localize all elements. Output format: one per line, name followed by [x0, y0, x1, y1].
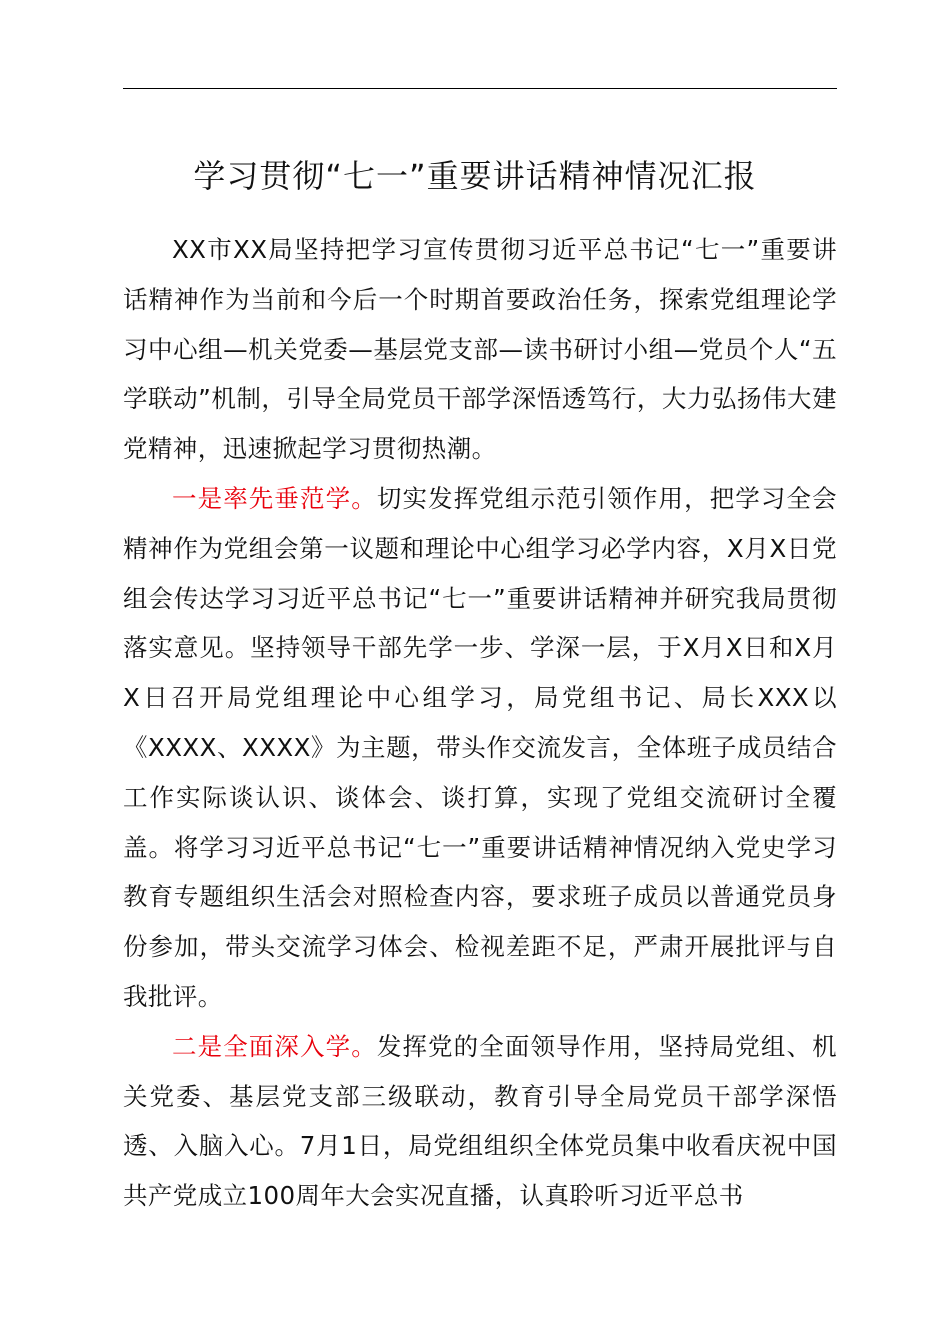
section-one-heading: 一是率先垂范学。 [172, 483, 377, 513]
document-title: 学习贯彻“七一”重要讲话精神情况汇报 [193, 157, 757, 195]
paragraph-intro [123, 225, 837, 474]
paragraph-section-two [123, 1022, 837, 1221]
paragraph-section-one [123, 474, 837, 1022]
paragraph-intro-text: XX市XX局坚持把学习宣传贯彻习近平总书记“七一”重要讲话精神作为当前和今后一个时期首要政治任务，探索党组理论学习中心组—机关党委—基层党支部—读书研讨小组—党员个人“五学联动”机制，引导全局党员干部学深悟透笃行，大力弘扬伟大建党精神，迅速掀起学习贯彻热潮。 [123, 235, 837, 464]
document-body [123, 225, 837, 1221]
section-two-text: 发挥党的全面领导作用，坚持局党组、机关党委、基层党支部三级联动，教育引导全局党员干部学深悟透、入脑入心。7月1日，局党组组织全体党员集中收看庆祝中国共产党成立100周年大会实况直播，认真聆听习近平总书 [123, 1031, 838, 1211]
section-two-heading: 二是全面深入学。 [172, 1031, 377, 1061]
header-rule [123, 88, 837, 89]
section-one-text: 切实发挥党组示范引领作用，把学习全会精神作为党组会第一议题和理论中心组学习必学内容，X月X日党组会传达学习习近平总书记“七一”重要讲话精神并研究我局贯彻落实意见。坚持领导干部先学一步、学深一层，于X月X日和X月X日召开局党组理论中心组学习，局党组书记、局长XXX以《XXXX、XXXX》为主题，带头作交流发言，全体班子成员结合工作实际谈认识、谈体会、谈打算，实现了党组交流研讨全覆盖。将学习习近平总书记“七一”重要讲话精神情况纳入党史学习教育专题组织生活会对照检查内容，要求班子成员以普通党员身份参加，带头交流学习体会、检视差距不足，严肃开展批评与自我批评。 [123, 483, 838, 1011]
